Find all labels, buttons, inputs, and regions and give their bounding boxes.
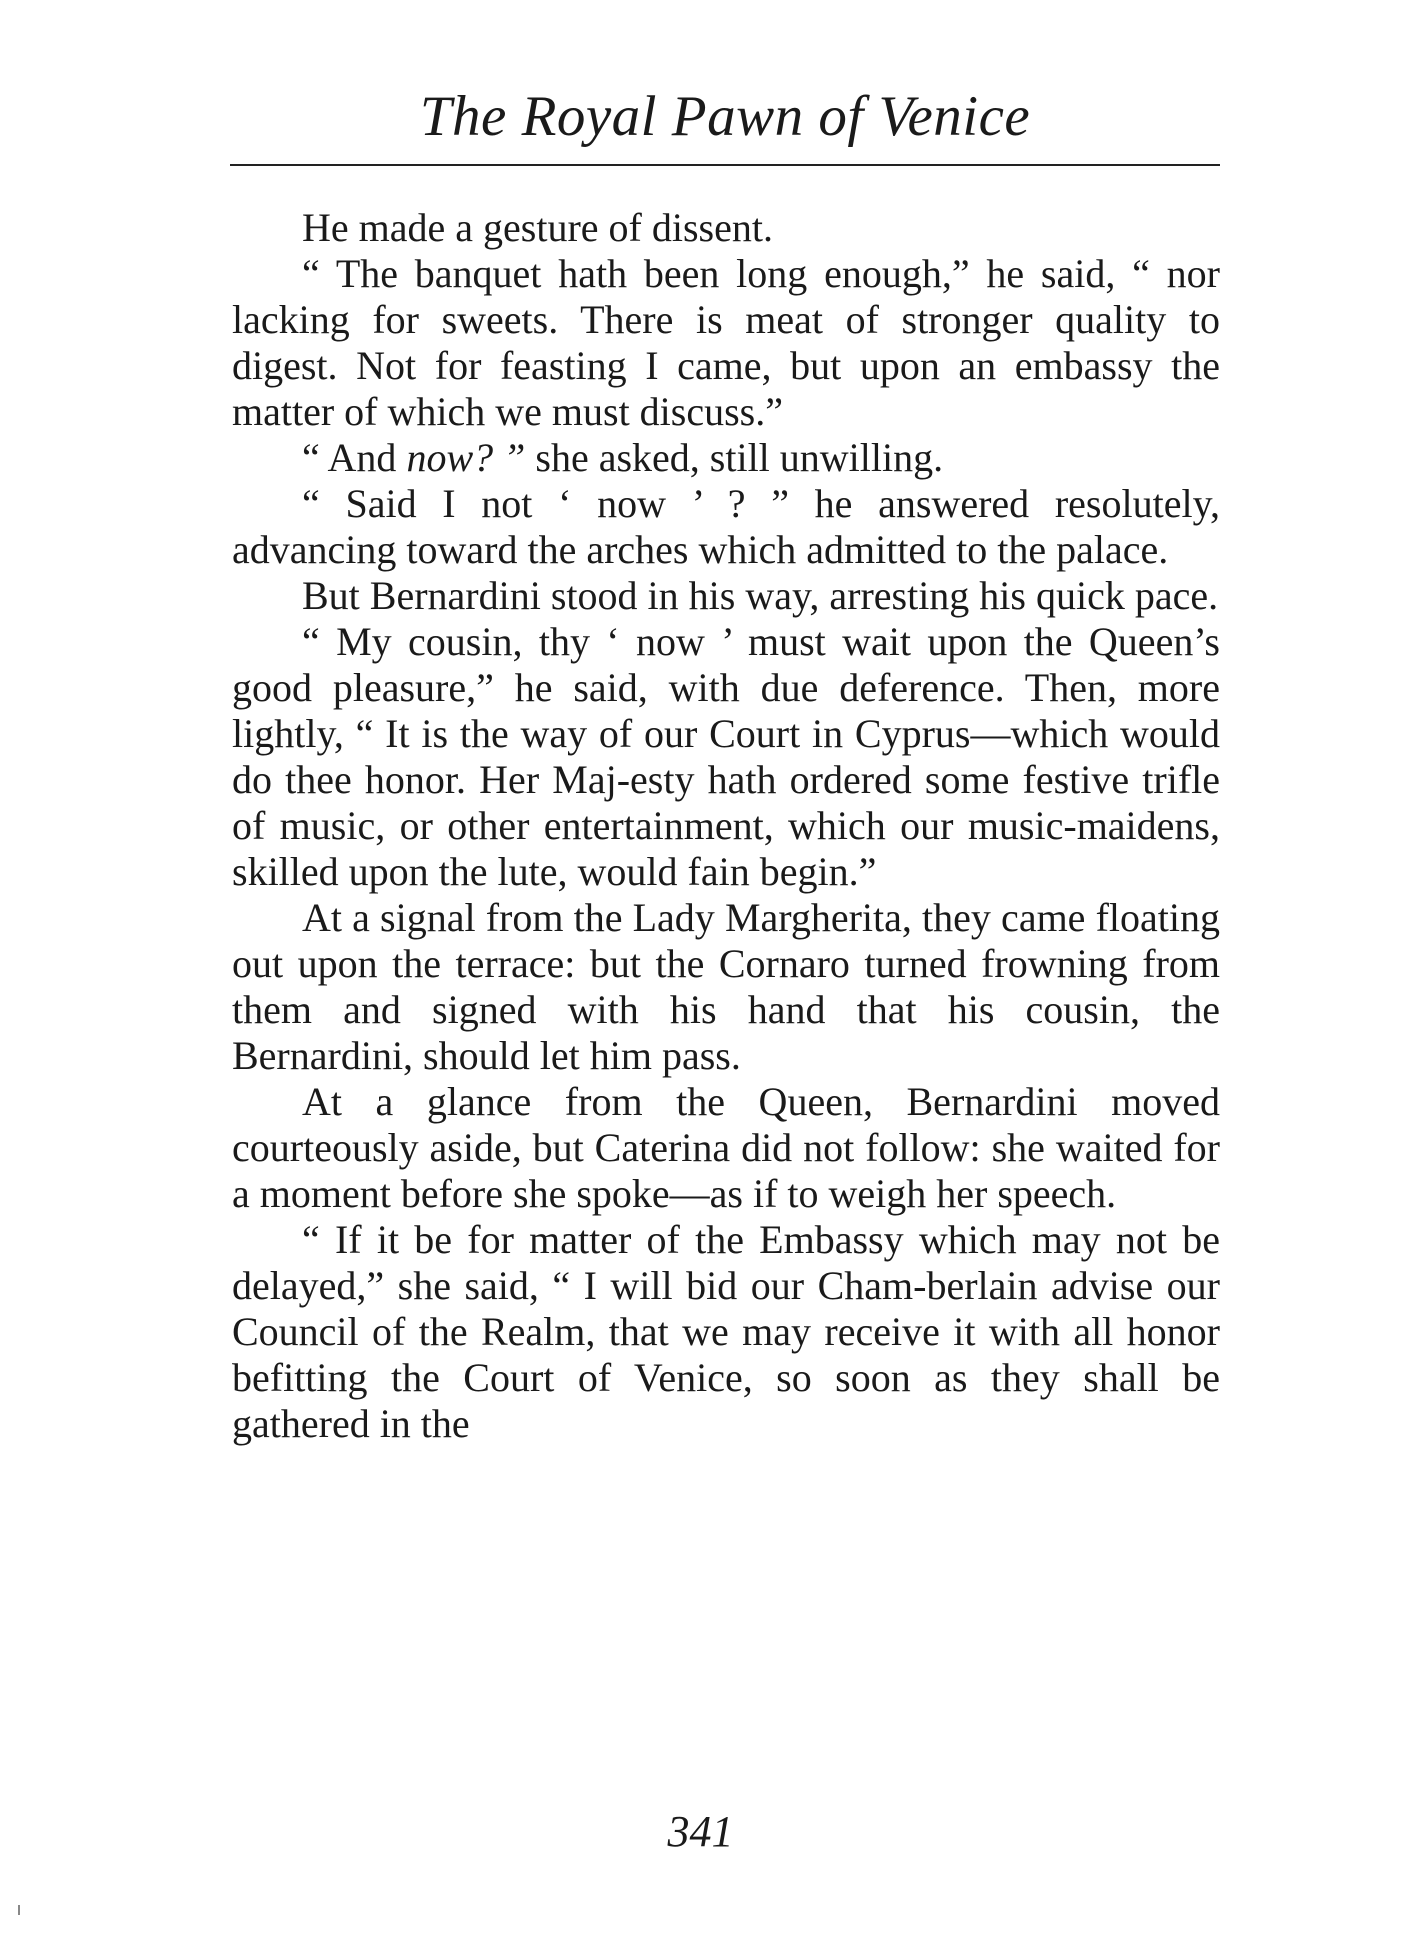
margin-mark xyxy=(18,1905,20,1915)
paragraph-7: At a signal from the Lady Margherita, they came floating out upon the terrace: but the Cornaro turned frowning from them and signed with his hand that his cousin, the Bernardini, should let him pass. xyxy=(232,895,1220,1078)
paragraph-3-start: “ And xyxy=(302,435,407,480)
paragraph-1: He made a gesture of dissent. xyxy=(302,205,773,250)
paragraph-5: But Bernardini stood in his way, arresting his quick pace. xyxy=(302,573,1219,618)
paragraph-3 xyxy=(232,435,1220,481)
paragraph-6: “ My cousin, thy ‘ now ’ must wait upon the Queen’s good pleasure,” he said, with due deference. Then, more lightly, “ It is the way of our Court in Cyprus—which would do thee honor. Her Maj-esty hath ordered some festive trifle of music, or other entertainment, which our music-maidens, skilled upon the lute, would fain begin.” xyxy=(232,619,1220,894)
header-rule xyxy=(230,164,1220,166)
body-text xyxy=(232,205,1220,1447)
paragraph-8: At a glance from the Queen, Bernardini moved courteously aside, but Caterina did not follow: she waited for a moment before she spoke—as if to weigh her speech. xyxy=(232,1079,1220,1216)
paragraph-2: “ The banquet hath been long enough,” he said, “ nor lacking for sweets. There is meat of stronger quality to digest. Not for feasting I came, but upon an embassy the matter of which we must discuss.” xyxy=(232,251,1220,434)
paragraph-9: “ If it be for matter of the Embassy which may not be delayed,” she said, “ I will bid our Cham-berlain advise our Council of the Realm, that we may receive it with all honor befitting the Court of Venice, so soon as they shall be gathered in the xyxy=(232,1217,1220,1446)
page-number: 341 xyxy=(667,1807,734,1856)
paragraph-3-italic: now? ” xyxy=(406,435,526,480)
paragraph-4: “ Said I not ‘ now ’ ? ” he answered resolutely, advancing toward the arches which admitted to the palace. xyxy=(232,481,1220,572)
running-title: The Royal Pawn of Venice xyxy=(419,85,1031,148)
paragraph-3-end: she asked, still unwilling. xyxy=(525,435,944,480)
